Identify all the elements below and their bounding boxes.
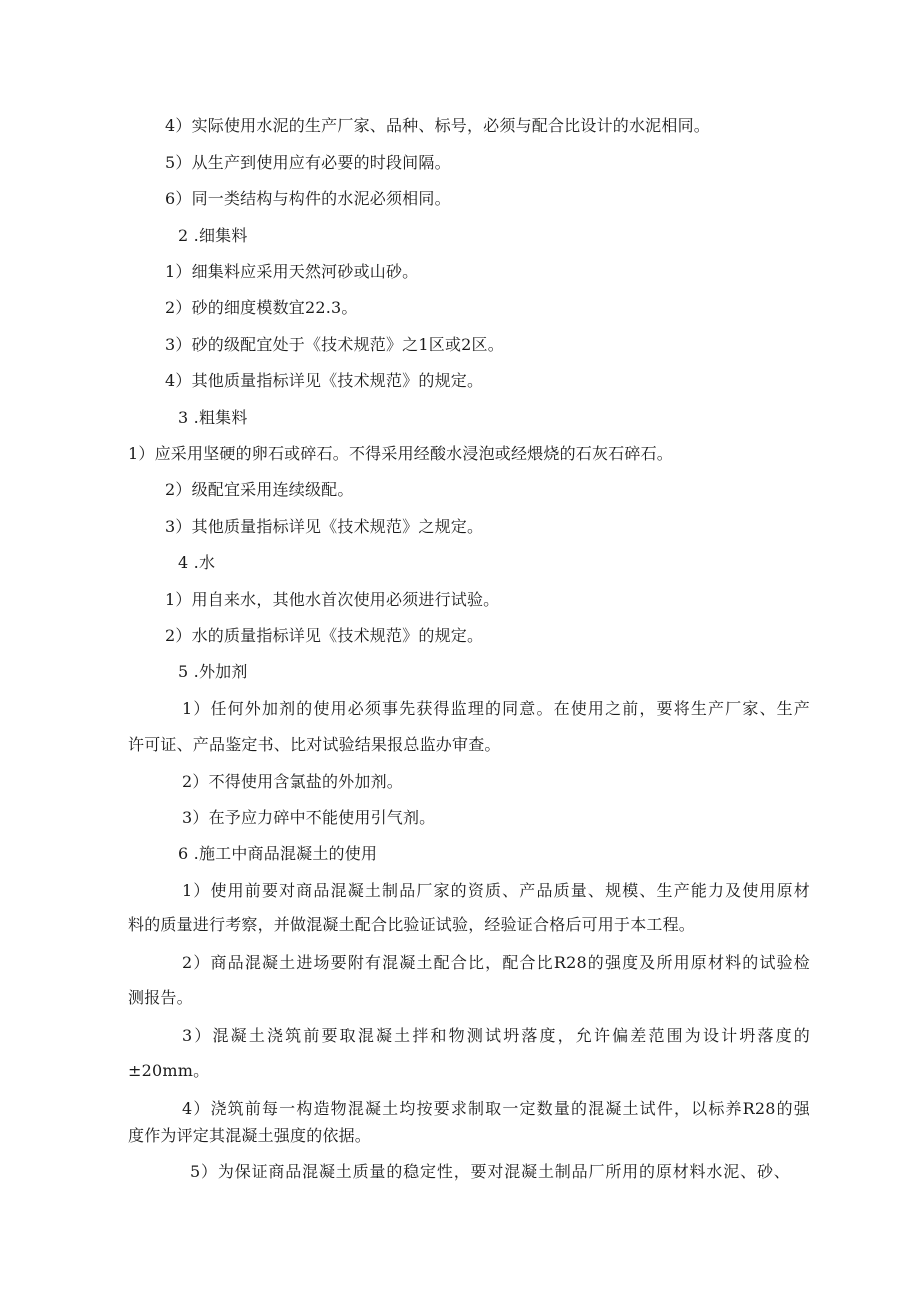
section-heading: 5 .外加剂 <box>178 662 248 681</box>
section-heading: 2 .细集料 <box>178 226 248 245</box>
text-line: 2）不得使用含氯盐的外加剂。 <box>182 772 403 791</box>
text-line: 2）砂的细度模数宜22.3。 <box>165 298 358 317</box>
text-line: 5）从生产到使用应有必要的时段间隔。 <box>165 153 451 172</box>
text-line: 测报告。 <box>128 988 193 1007</box>
text-line: 3）其他质量指标详见《技术规范》之规定。 <box>165 517 484 536</box>
text-line: 1）任何外加剂的使用必须事先获得监理的同意。在使用之前，要将生产厂家、生产 <box>182 699 810 718</box>
text-line: 5）为保证商品混凝土质量的稳定性，要对混凝土制品厂所用的原材料水泥、砂、 <box>190 1162 790 1181</box>
text-line: 3）在予应力碎中不能使用引气剂。 <box>182 808 436 827</box>
section-heading: 6 .施工中商品混凝土的使用 <box>178 844 378 863</box>
text-line: 3）混凝土浇筑前要取混凝土拌和物测试坍落度，允许偏差范围为设计坍落度的 <box>182 1026 810 1045</box>
text-line: 1）用自来水，其他水首次使用必须进行试验。 <box>165 590 500 609</box>
text-line: 度作为评定其混凝土强度的依据。 <box>128 1126 372 1145</box>
text-line: 4）实际使用水泥的生产厂家、品种、标号，必须与配合比设计的水泥相同。 <box>165 116 710 135</box>
section-heading: 4 .水 <box>178 553 216 572</box>
text-line: 2）水的质量指标详见《技术规范》的规定。 <box>165 626 484 645</box>
text-line: 许可证、产品鉴定书、比对试验结果报总监办审查。 <box>128 735 501 754</box>
text-line: 4）其他质量指标详见《技术规范》的规定。 <box>165 371 484 390</box>
text-line: 1）应采用坚硬的卵石或碎石。不得采用经酸水浸泡或经煨烧的石灰石碎石。 <box>128 444 673 463</box>
text-line: 1）使用前要对商品混凝土制品厂家的资质、产品质量、规模、生产能力及使用原材 <box>182 881 810 900</box>
text-line: 1）细集料应采用天然河砂或山砂。 <box>165 262 419 281</box>
text-line: 2）商品混凝土进场要附有混凝土配合比，配合比R28的强度及所用原材料的试验检 <box>182 953 810 972</box>
text-line: 料的质量进行考察，并做混凝土配合比验证试验，经验证合格后可用于本工程。 <box>128 915 696 934</box>
text-line: 4）浇筑前每一构造物混凝土均按要求制取一定数量的混凝土试件，以标养R28的强 <box>182 1099 810 1118</box>
text-line: 3）砂的级配宜处于《技术规范》之1区或2区。 <box>165 335 504 354</box>
text-line: 6）同一类结构与构件的水泥必须相同。 <box>165 189 451 208</box>
section-heading: 3 .粗集料 <box>178 408 248 427</box>
text-line: 2）级配宜采用连续级配。 <box>165 480 354 499</box>
text-line: ±20mm。 <box>128 1061 210 1080</box>
